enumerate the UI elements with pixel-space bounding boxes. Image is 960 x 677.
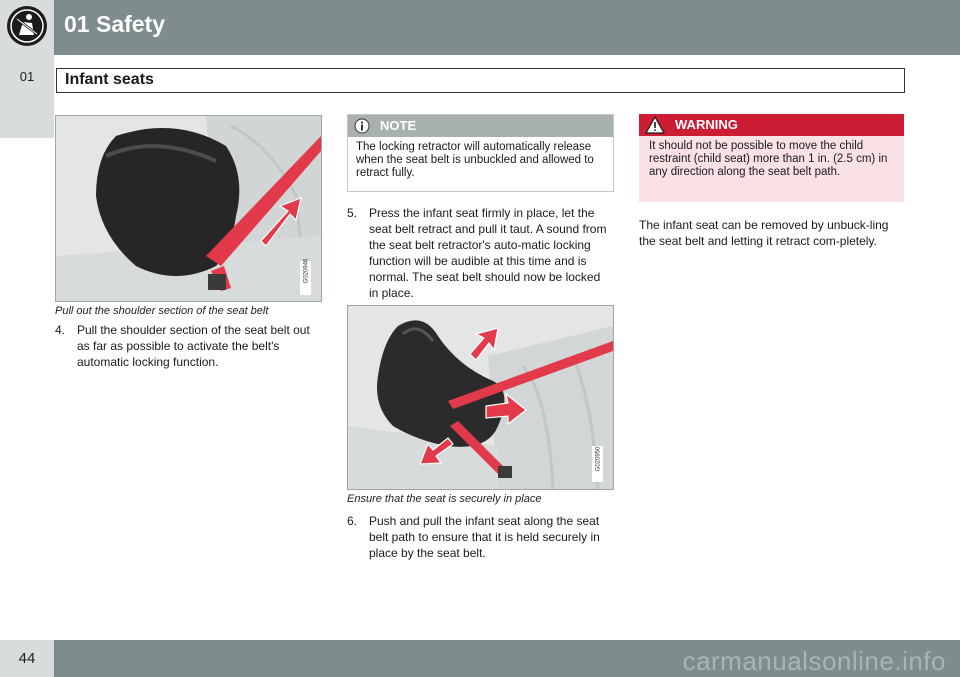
step-number: 5. [347, 206, 358, 220]
note-text: The locking retractor will automatically release when the seat belt is unbuckled and allowed to retract fully. [356, 141, 594, 179]
chapter-number: 01 [19, 69, 35, 84]
step-text: Push and pull the infant seat along the seat belt path to ensure that it is held securely in place by the seat belt. [369, 514, 600, 560]
note-header [348, 115, 613, 137]
seat-belt-icon [7, 6, 47, 46]
step-number: 6. [347, 514, 358, 528]
note-box [347, 114, 614, 192]
figure-id: G020950 [595, 446, 602, 472]
chapter-icon-box [0, 0, 54, 55]
chapter-title: 01 Safety [64, 11, 166, 37]
step-item [347, 513, 612, 561]
figure-pull-out-belt [55, 115, 322, 302]
step-item [55, 322, 320, 370]
section-header [56, 68, 905, 93]
figure-seat-secured [347, 305, 614, 490]
info-icon [354, 118, 370, 139]
section-title: Infant seats [65, 71, 154, 88]
page-number: 44 [18, 650, 36, 667]
warning-box [639, 114, 904, 202]
removal-paragraph: The infant seat can be removed by unbuck-ling the seat belt and letting it retract com-pletely. [639, 218, 889, 248]
note-label: NOTE [380, 118, 417, 133]
step-number: 4. [55, 323, 66, 337]
figure-id: G020946 [303, 258, 310, 284]
chapter-tab [0, 55, 54, 138]
warning-icon [645, 116, 665, 139]
warning-label: WARNING [675, 117, 738, 132]
watermark: carmanualsonline.info [682, 646, 946, 676]
figure-caption: Ensure that the seat is securely in place [347, 493, 542, 505]
step-item [347, 205, 612, 301]
step-text: Pull the shoulder section of the seat belt out as far as possible to activate the belt's automatic locking function. [77, 323, 310, 369]
figure-caption: Pull out the shoulder section of the seat belt [55, 305, 269, 317]
step-text: Press the infant seat firmly in place, let the seat belt retract and pull it taut. A sound from the seat belt retractor's auto-matic locking function will be audible at this time and is normal. The seat belt should now be locked in place. [369, 206, 607, 300]
warning-text: It should not be possible to move the child restraint (child seat) more than 1 in. (2.5 cm) in any direction along the seat belt path. [649, 140, 888, 178]
warning-header [639, 114, 904, 136]
